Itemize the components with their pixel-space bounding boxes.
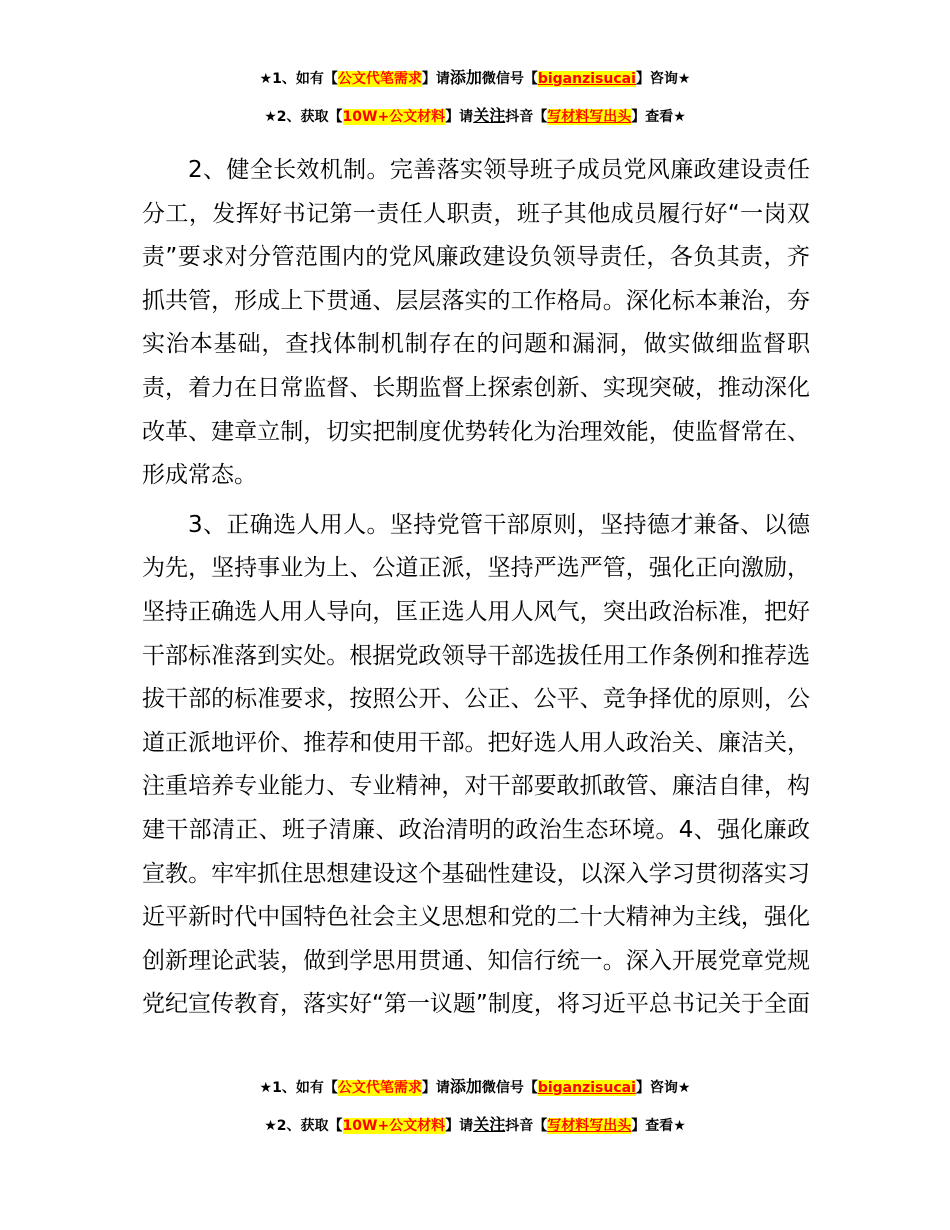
- banner-suffix: 】查看★: [631, 1118, 686, 1134]
- header-banner-line-2: [0, 106, 950, 127]
- banner-suffix: 】咨询★: [635, 71, 691, 87]
- banner-suffix: 】查看★: [631, 109, 686, 125]
- banner-emphasis: 关注: [473, 1115, 506, 1134]
- paragraph: 2、健全长效机制。完善落实领导班子成员党风廉政建设责任分工，发挥好书记第一责任人职责，班子其他成员履行好“一岗双责”要求对分管范围内的党风廉政建设负领导责任，各负其责，齐抓共管，形成上下贯通、层层落实的工作格局。深化标本兼治，夯实治本基础，查找体制机制存在的问题和漏洞，做实做细监督职责，着力在日常监督、长期监督上探索创新、实现突破，推动深化改革、建章立制，切实把制度优势转化为治理效能，使监督常在、形成常态。: [142, 157, 810, 489]
- banner-prefix: ★2、获取【: [264, 1118, 343, 1134]
- banner-text: 微信号【: [481, 1080, 538, 1096]
- banner-emphasis: 添加: [449, 1077, 482, 1096]
- banner-prefix: ★1、如有【: [259, 71, 338, 87]
- document-body: [142, 149, 810, 1033]
- banner-text: 】请: [445, 109, 474, 125]
- banner-text: 】请: [421, 71, 450, 87]
- banner-douyin-account: 写材料写出头: [547, 109, 632, 125]
- paragraph: 3、正确选人用人。坚持党管干部原则，坚持德才兼备、以德为先，坚持事业为上、公道正派，坚持严选严管，强化正向激励，坚持正确选人用人导向，匡正选人用人风气，突出政治标准，把好干部标准落到实处。根据党政领导干部选拔任用工作条例和推荐选拔干部的标准要求，按照公开、公正、公平、竞争择优的原则，公道正派地评价、推荐和使用干部。把好选人用人政治关、廉洁关，注重培养专业能力、专业精神，对干部要敢抓敢管、廉洁自律，构建干部清正、班子清廉、政治清明的政治生态环境。4、强化廉政宣教。牢牢抓住思想建设这个基础性建设，以深入学习贯彻落实习近平新时代中国特色社会主义思想和党的二十大精神为主线，强化创新理论武装，做到学思用贯通、知信行统一。深入开展党章党规党纪宣传教育，落实好“第一议题”制度，将习近平总书记关于全面: [142, 511, 810, 1018]
- banner-emphasis: 添加: [449, 68, 482, 87]
- footer-banner-line-2: [0, 1115, 950, 1136]
- banner-suffix: 】咨询★: [635, 1080, 691, 1096]
- banner-prefix: ★1、如有【: [259, 1080, 338, 1096]
- banner-emphasis: 关注: [473, 106, 506, 125]
- banner-highlight-tag: 10W+公文材料: [342, 109, 446, 125]
- header-banner-line-1: [0, 68, 950, 89]
- banner-text: 抖音【: [505, 1118, 548, 1134]
- banner-text: 】请: [445, 1118, 474, 1134]
- banner-text: 微信号【: [481, 71, 538, 87]
- banner-text: 抖音【: [505, 109, 548, 125]
- banner-highlight-tag: 公文代笔需求: [337, 1080, 422, 1096]
- banner-highlight-tag: 10W+公文材料: [342, 1118, 446, 1134]
- banner-prefix: ★2、获取【: [264, 109, 343, 125]
- banner-highlight-tag: 公文代笔需求: [337, 71, 422, 87]
- banner-text: 】请: [421, 1080, 450, 1096]
- footer-banner-line-1: [0, 1077, 950, 1098]
- banner-wechat-account: biganzisucai: [537, 1080, 636, 1096]
- banner-douyin-account: 写材料写出头: [547, 1118, 632, 1134]
- banner-wechat-account: biganzisucai: [537, 71, 636, 87]
